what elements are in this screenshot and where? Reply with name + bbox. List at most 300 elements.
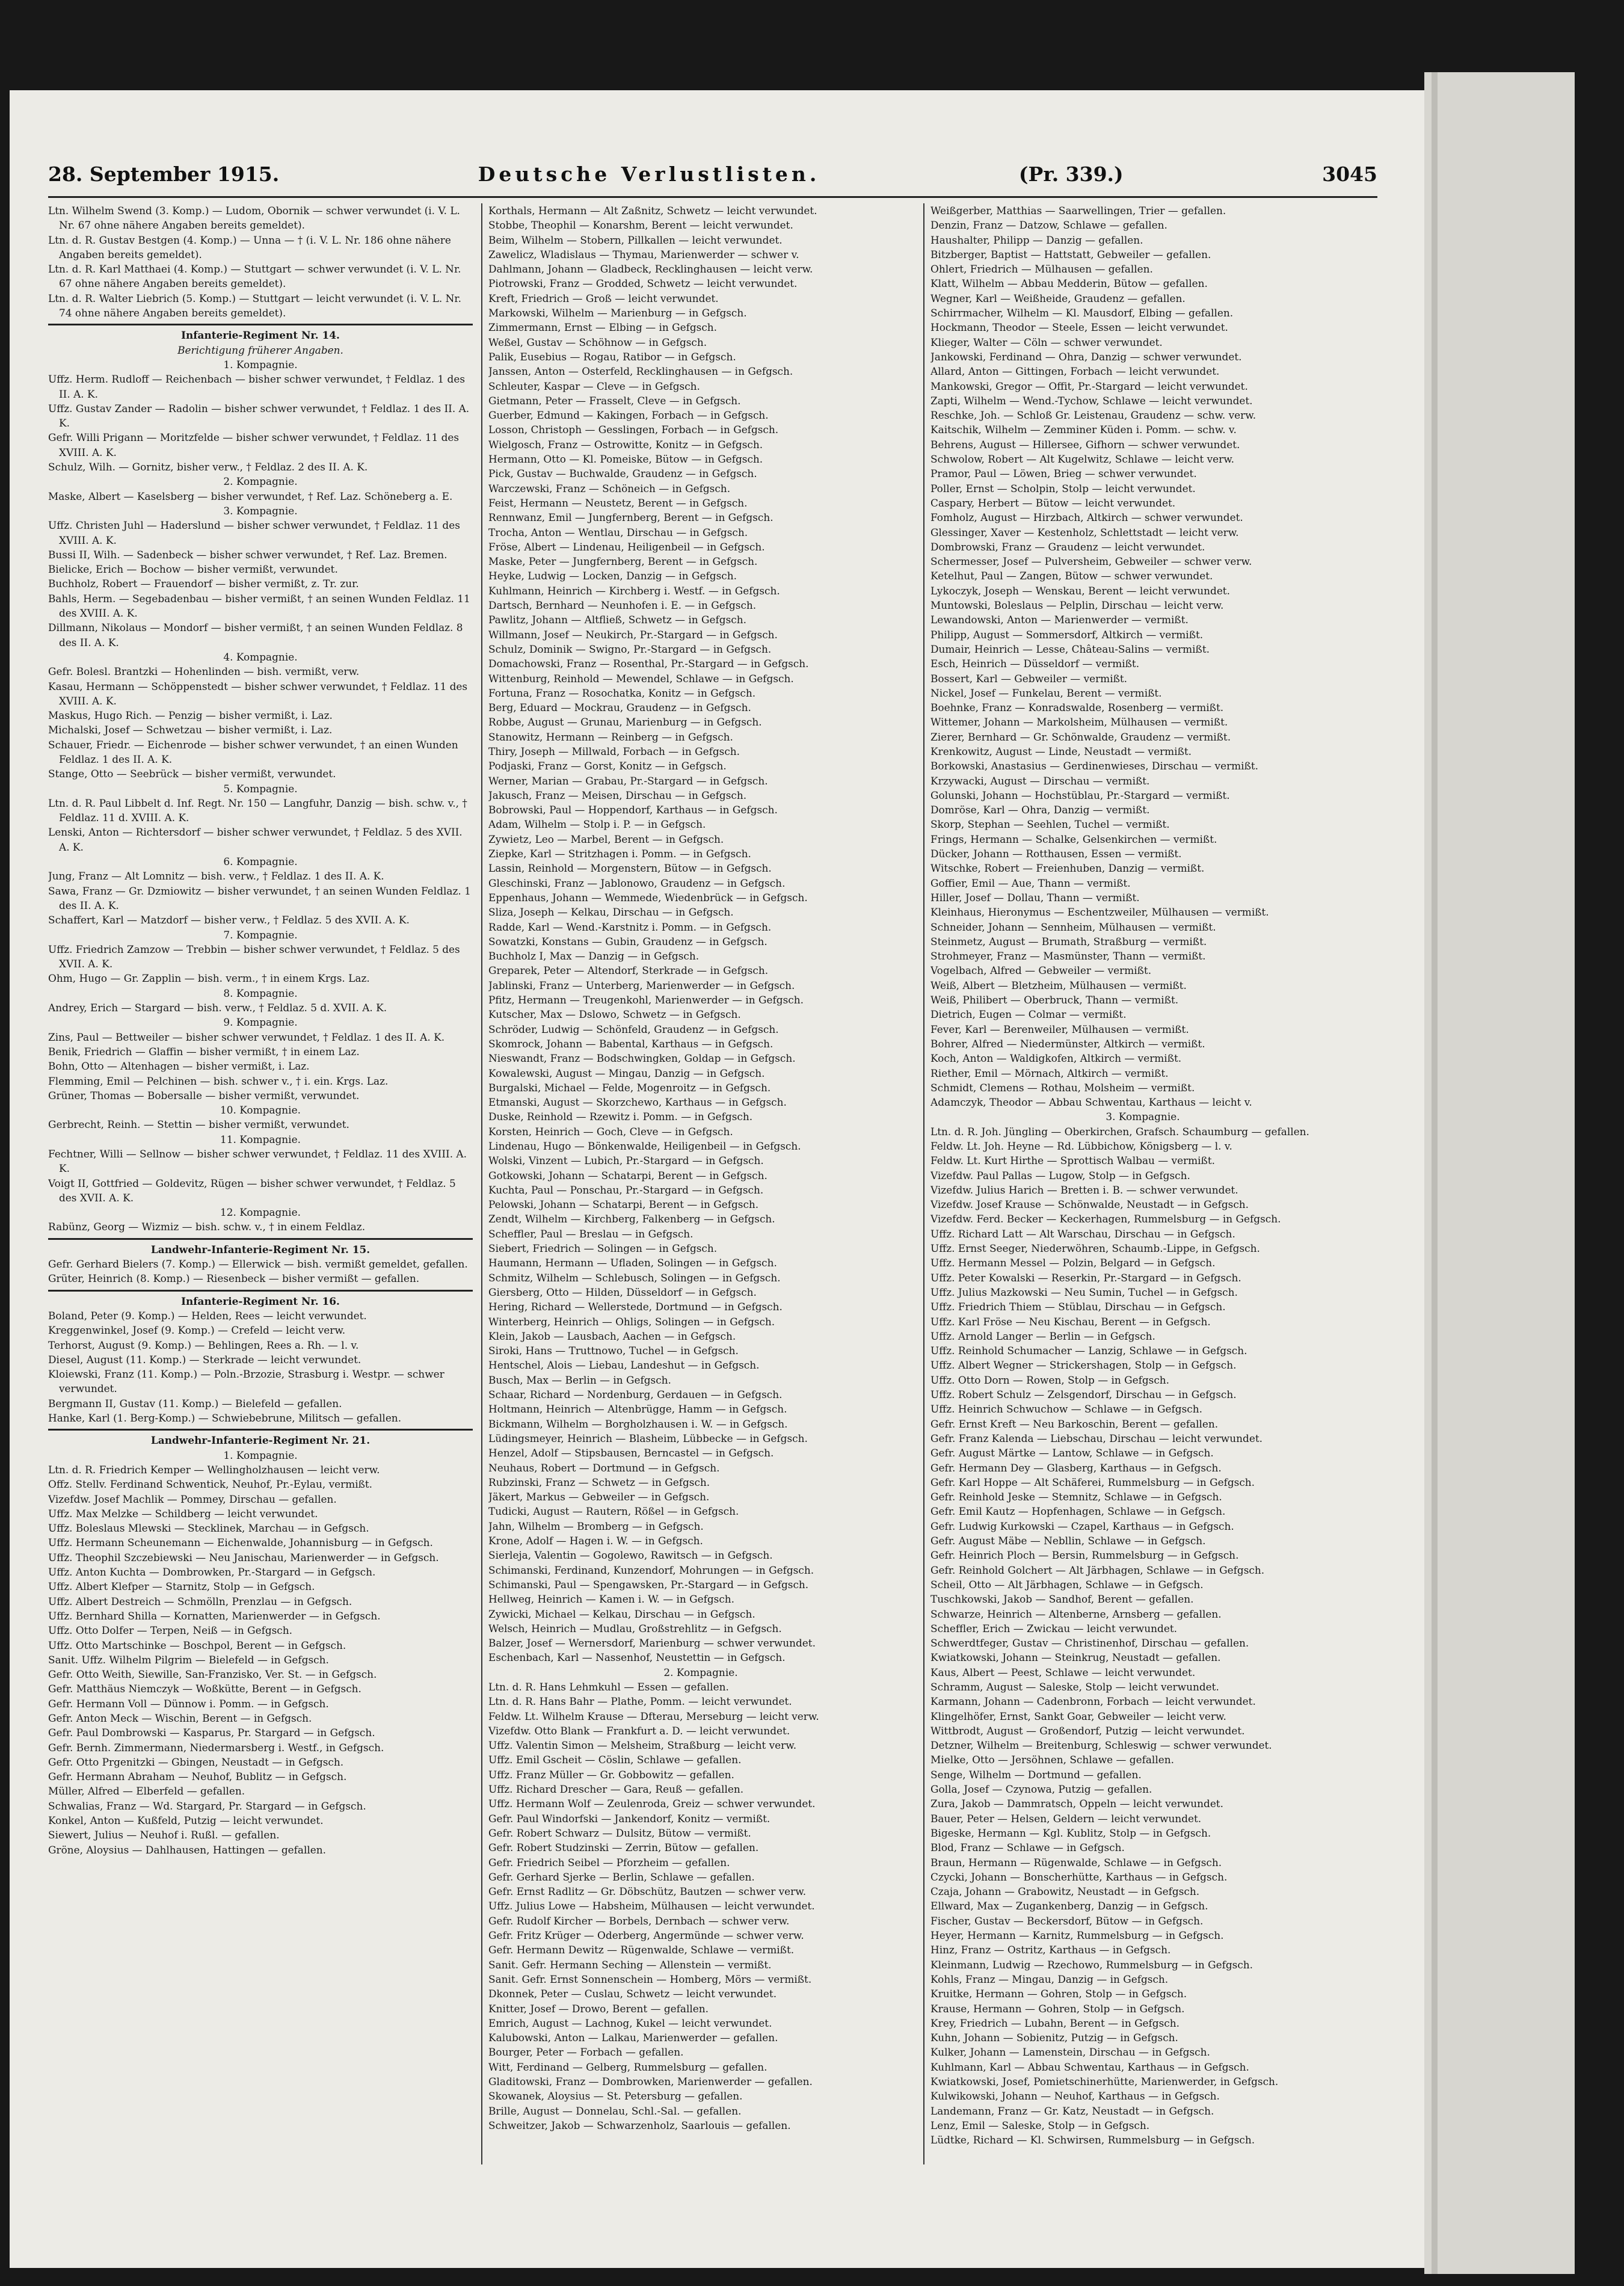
casualty-entry: Vizefdw. Julius Harich — Bretten i. B. — schwer verwundet. [930, 1183, 1238, 1196]
casualty-entry: Fröse, Albert — Lindenau, Heiligenbeil — in Gefgsch. [488, 540, 765, 553]
casualty-entry: Uffz. Robert Schulz — Zelsgendorf, Dirschau — in Gefgsch. [930, 1388, 1237, 1401]
casualty-entry: Golunski, Johann — Hochstüblau, Pr.-Stargard — vermißt. [930, 789, 1230, 801]
company-heading: 12. Kompagnie. [220, 1206, 301, 1219]
casualty-entry: Gerbrecht, Reinh. — Stettin — bisher vermißt, verwundet. [48, 1118, 349, 1131]
casualty-entry: Schulz, Wilh. — Gornitz, bisher verw., † Feldlaz. 2 des II. A. K. [48, 461, 368, 473]
casualty-entry: Gefr. Friedrich Seibel — Pforzheim — gefallen. [488, 1856, 730, 1869]
casualty-entry: Lewandowski, Anton — Marienwerder — vermißt. [930, 614, 1189, 626]
casualty-entry: Uffz. Friedrich Zamzow — Trebbin — bisher schwer verwundet, † Feldlaz. 5 des XVII. A. K. [48, 943, 460, 970]
casualty-entry: Ltn. d. R. Joh. Jüngling — Oberkirchen, Grafsch. Schaumburg — gefallen. [930, 1125, 1309, 1138]
casualty-entry: Schmitz, Wilhelm — Schlebusch, Solingen — in Gefgsch. [488, 1271, 781, 1284]
casualty-entry: Zimmermann, Ernst — Elbing — in Gefgsch. [488, 321, 718, 334]
casualty-entry: Denzin, Franz — Datzow, Schlawe — gefallen. [930, 219, 1167, 232]
casualty-entry: Dietrich, Eugen — Colmar — vermißt. [930, 1008, 1127, 1021]
casualty-entry: Schwerdtfeger, Gustav — Christinenhof, Dirschau — gefallen. [930, 1637, 1249, 1650]
casualty-entry: Feldw. Lt. Joh. Heyne — Rd. Lübbichow, Königsberg — l. v. [930, 1140, 1232, 1152]
casualty-entry: Feist, Hermann — Neustetz, Berent — in Gefgsch. [488, 496, 748, 509]
regiment-heading: Landwehr-Infanterie-Regiment Nr. 15. [48, 1238, 473, 1257]
casualty-entry: Kloiewski, Franz (11. Komp.) — Poln.-Brzozie, Strasburg i. Westpr. — schwer verwundet. [48, 1368, 444, 1395]
casualty-entry: Grüter, Heinrich (8. Komp.) — Riesenbeck — bisher vermißt — gefallen. [48, 1272, 420, 1285]
header-date: 28. September 1915. [48, 162, 280, 186]
casualty-entry: Pfitz, Hermann — Treugenkohl, Marienwerder — in Gefgsch. [488, 994, 804, 1006]
casualty-entry: Maske, Albert — Kaselsberg — bisher verwundet, † Ref. Laz. Schöneberg a. E. [48, 490, 453, 502]
casualty-entry: Dartsch, Bernhard — Neunhofen i. E. — in Gefgsch. [488, 599, 757, 612]
casualty-entry: Gefr. Matthäus Niemczyk — Woßkütte, Berent — in Gefgsch. [48, 1683, 361, 1695]
casualty-entry: Fever, Karl — Berenweiler, Mülhausen — vermißt. [930, 1023, 1189, 1035]
casualty-entry: Schwalias, Franz — Wd. Stargard, Pr. Stargard — in Gefgsch. [48, 1799, 366, 1812]
casualty-entry: Michalski, Josef — Schwetzau — bisher vermißt, i. Laz. [48, 724, 333, 736]
casualty-entry: Guerber, Edmund — Kakingen, Forbach — in Gefgsch. [488, 409, 769, 422]
casualty-entry: Wittemer, Johann — Markolsheim, Mülhausen — vermißt. [930, 716, 1228, 729]
casualty-entry: Balzer, Josef — Wernersdorf, Marienburg — schwer verwundet. [488, 1637, 816, 1650]
casualty-entry: Bickmann, Wilhelm — Borgholzhausen i. W. — in Gefgsch. [488, 1417, 788, 1430]
casualty-entry: Voigt II, Gottfried — Goldevitz, Rügen — bisher schwer verwundet, † Feldlaz. 5 des XVII. A. K. [48, 1177, 456, 1204]
casualty-entry: Schirrmacher, Wilhelm — Kl. Mausdorf, Elbing — gefallen. [930, 307, 1234, 319]
casualty-entry: Hermann, Otto — Kl. Pomeiske, Bütow — in Gefgsch. [488, 453, 763, 466]
casualty-entry: Burgalski, Michael — Felde, Mogenroitz — in Gefgsch. [488, 1081, 771, 1094]
casualty-entry: Adamczyk, Theodor — Abbau Schwentau, Karthaus — leicht v. [930, 1096, 1252, 1109]
casualty-entry: Bussi II, Wilh. — Sadenbeck — bisher schwer verwundet, † Ref. Laz. Bremen. [48, 548, 448, 561]
company-heading: 8. Kompagnie. [223, 987, 298, 999]
casualty-entry: Esch, Heinrich — Düsseldorf — vermißt. [930, 658, 1140, 670]
casualty-entry: Bahls, Herm. — Segebadenbau — bisher vermißt, † an seinen Wunden Feldlaz. 11 des XVIII. A. K. [48, 592, 470, 620]
casualty-entry: Uffz. Friedrich Thiem — Stüblau, Dirschau — in Gefgsch. [930, 1301, 1226, 1313]
casualty-entry: Konkel, Anton — Kußfeld, Putzig — leicht verwundet. [48, 1814, 324, 1827]
casualty-entry: Piotrowski, Franz — Grodded, Schwetz — leicht verwundet. [488, 277, 798, 290]
casualty-entry: Klatt, Wilhelm — Abbau Medderin, Bütow — gefallen. [930, 277, 1208, 290]
casualty-entry: Allard, Anton — Gittingen, Forbach — leicht verwundet. [930, 365, 1220, 378]
regiment-heading: Infanterie-Regiment Nr. 16. [48, 1290, 473, 1308]
column-3 [930, 203, 1355, 2170]
casualty-entry: Weiß, Philibert — Oberbruck, Thann — vermißt. [930, 994, 1179, 1006]
casualty-entry: Siroki, Hans — Truttnowo, Tuchel — in Gefgsch. [488, 1345, 739, 1357]
casualty-entry: Dillmann, Nikolaus — Mondorf — bisher vermißt, † an seinen Wunden Feldlaz. 8 des II. A. K. [48, 621, 463, 649]
casualty-entry: Skomrock, Johann — Babental, Karthaus — in Gefgsch. [488, 1037, 774, 1050]
casualty-entry: Korthals, Hermann — Alt Zaßnitz, Schwetz — leicht verwundet. [488, 205, 817, 217]
casualty-entry: Lenz, Emil — Saleske, Stolp — in Gefgsch. [930, 2119, 1150, 2131]
casualty-entry: Kalubowski, Anton — Lalkau, Marienwerder — gefallen. [488, 2032, 778, 2044]
casualty-entry: Bohrer, Alfred — Niedermünster, Altkirch — vermißt. [930, 1037, 1205, 1050]
casualty-entry: Gefr. Ludwig Kurkowski — Czapel, Karthaus — in Gefgsch. [930, 1520, 1234, 1532]
casualty-entry: Beim, Wilhelm — Stobern, Pillkallen — leicht verwundet. [488, 233, 783, 246]
casualty-entry: Behrens, August — Hillersee, Gifhorn — schwer verwundet. [930, 438, 1240, 451]
casualty-entry: Skorp, Stephan — Seehlen, Tuchel — vermißt. [930, 818, 1170, 831]
casualty-entry: Gefr. Fritz Krüger — Oderberg, Angermünde — schwer verw. [488, 1929, 804, 1942]
casualty-entry: Senge, Wilhelm — Dortmund — gefallen. [930, 1768, 1142, 1781]
casualty-entry: Detzner, Wilhelm — Breitenburg, Schleswig — schwer verwundet. [930, 1739, 1272, 1752]
casualty-entry: Duske, Reinhold — Rzewitz i. Pomm. — in Gefgsch. [488, 1111, 753, 1123]
company-heading: 1. Kompagnie. [223, 1449, 298, 1461]
column-1 [48, 203, 473, 2170]
casualty-entry: Ohm, Hugo — Gr. Zapplin — bish. verm., † in einem Krgs. Laz. [48, 972, 370, 985]
casualty-entry: Uffz. Otto Dorn — Rowen, Stolp — in Gefgsch. [930, 1373, 1170, 1386]
casualty-entry: Vizefdw. Josef Machlik — Pommey, Dirschau — gefallen. [48, 1493, 337, 1505]
casualty-entry: Uffz. Albert Wegner — Strickershagen, Stolp — in Gefgsch. [930, 1359, 1237, 1372]
casualty-entry: Ltn. d. R. Karl Matthaei (4. Komp.) — Stuttgart — schwer verwundet (i. V. L. Nr. 67 ohne nähere Angaben bereits gemeldet). [48, 263, 461, 290]
page-edge-shadow [1432, 72, 1438, 2274]
casualty-entry: Hanke, Karl (1. Berg-Komp.) — Schwiebebrune, Militsch — gefallen. [48, 1412, 402, 1425]
header-title: Deutsche Verlustlisten. [478, 162, 820, 186]
casualty-entry: Uffz. Valentin Simon — Melsheim, Straßburg — leicht verw. [488, 1739, 797, 1752]
casualty-entry: Klingelhöfer, Ernst, Sankt Goar, Gebweiler — leicht verw. [930, 1710, 1226, 1722]
casualty-entry: Ltn. d. R. Hans Bahr — Plathe, Pomm. — leicht verwundet. [488, 1695, 792, 1708]
casualty-entry: Markowski, Wilhelm — Marienburg — in Gefgsch. [488, 307, 747, 319]
casualty-entry: Schaar, Richard — Nordenburg, Gerdauen — in Gefgsch. [488, 1388, 783, 1401]
casualty-entry: Pramor, Paul — Löwen, Brieg — schwer verwundet. [930, 467, 1197, 480]
casualty-entry: Schimanski, Ferdinand, Kunzendorf, Mohrungen — in Gefgsch. [488, 1564, 814, 1576]
casualty-entry: Andrey, Erich — Stargard — bish. verw., † Feldlaz. 5 d. XVII. A. K. [48, 1002, 387, 1014]
casualty-entry: Klein, Jakob — Lausbach, Aachen — in Gefgsch. [488, 1329, 736, 1342]
casualty-entry: Kaitschik, Wilhelm — Zemminer Küden i. Pomm. — schw. v. [930, 424, 1237, 436]
column-divider-1 [481, 203, 482, 2164]
casualty-entry: Zywicki, Michael — Kelkau, Dirschau — in Gefgsch. [488, 1607, 755, 1620]
casualty-entry: Bourger, Peter — Forbach — gefallen. [488, 2046, 684, 2059]
casualty-entry: Hiller, Josef — Dollau, Thann — vermißt. [930, 891, 1140, 904]
casualty-entry: Uffz. Karl Fröse — Neu Kischau, Berent — in Gefgsch. [930, 1315, 1211, 1328]
casualty-entry: Boland, Peter (9. Komp.) — Helden, Rees — leicht verwundet. [48, 1309, 367, 1322]
casualty-entry: Sanit. Gefr. Ernst Sonnenschein — Homberg, Mörs — vermißt. [488, 1973, 812, 1985]
casualty-entry: Lüdtke, Richard — Kl. Schwirsen, Rummelsburg — in Gefgsch. [930, 2134, 1255, 2146]
casualty-entry: Czaja, Johann — Grabowitz, Neustadt — in Gefgsch. [930, 1885, 1200, 1898]
casualty-entry: Uffz. Richard Latt — Alt Warschau, Dirschau — in Gefgsch. [930, 1227, 1235, 1240]
casualty-entry: Mielke, Otto — Jersöhnen, Schlawe — gefallen. [930, 1754, 1174, 1766]
casualty-entry: Boehnke, Franz — Konradswalde, Rosenberg — vermißt. [930, 701, 1224, 714]
casualty-entry: Dkonnek, Peter — Cuslau, Schwetz — leicht verwundet. [488, 1988, 777, 2000]
casualty-entry: Gefr. Hermann Abraham — Neuhof, Bublitz — in Gefgsch. [48, 1770, 347, 1783]
casualty-entry: Maske, Peter — Jungfernberg, Berent — in Gefgsch. [488, 555, 758, 568]
casualty-entry: Blod, Franz — Schlawe — in Gefgsch. [930, 1841, 1125, 1854]
casualty-entry: Schulz, Dominik — Swigno, Pr.-Stargard — in Gefgsch. [488, 642, 772, 655]
casualty-entry: Uffz. Otto Dolfer — Terpen, Neiß — in Gefgsch. [48, 1624, 293, 1637]
casualty-entry: Lassin, Reinhold — Morgenstern, Bütow — in Gefgsch. [488, 862, 772, 875]
casualty-entry: Wielgosch, Franz — Ostrowitte, Konitz — in Gefgsch. [488, 438, 763, 451]
casualty-entry: Mankowski, Gregor — Offit, Pr.-Stargard — leicht verwundet. [930, 380, 1248, 392]
casualty-entry: Schwarze, Heinrich — Altenberne, Arnsberg — gefallen. [930, 1607, 1222, 1620]
casualty-entry: Heyke, Ludwig — Locken, Danzig — in Gefgsch. [488, 570, 737, 582]
casualty-entry: Tuschkowski, Jakob — Sandhof, Berent — gefallen. [930, 1593, 1194, 1606]
casualty-entry: Gefr. Paul Dombrowski — Kasparus, Pr. Stargard — in Gefgsch. [48, 1727, 375, 1739]
casualty-entry: Schmidt, Clemens — Rothau, Molsheim — vermißt. [930, 1081, 1195, 1094]
casualty-entry: Witt, Ferdinand — Gelberg, Rummelsburg — gefallen. [488, 2060, 767, 2073]
casualty-entry: Gefr. Hermann Voll — Dünnow i. Pomm. — in Gefgsch. [48, 1697, 329, 1710]
casualty-entry: Sanit. Gefr. Hermann Seching — Allenstein — vermißt. [488, 1958, 772, 1971]
casualty-entry: Ltn. d. R. Gustav Bestgen (4. Komp.) — Unna — † (i. V. L. Nr. 186 ohne nähere Angaben bereits gemeldet). [48, 233, 451, 260]
casualty-entry: Warczewski, Franz — Schöneich — in Gefgsch. [488, 482, 731, 494]
casualty-entry: Kuhlmann, Karl — Abbau Schwentau, Karthaus — in Gefgsch. [930, 2060, 1249, 2073]
casualty-entry: Pelowski, Johann — Schatarpi, Berent — in Gefgsch. [488, 1198, 759, 1211]
casualty-entry: Ohlert, Friedrich — Mülhausen — gefallen. [930, 263, 1153, 276]
casualty-entry: Domröse, Karl — Ohra, Danzig — vermißt. [930, 804, 1150, 816]
casualty-entry: Gefr. Gerhard Bielers (7. Komp.) — Ellerwick — bish. vermißt gemeldet, gefallen. [48, 1258, 468, 1271]
casualty-entry: Kwiatkowski, Johann — Steinkrug, Neustadt — gefallen. [930, 1651, 1221, 1664]
casualty-entry: Uffz. Anton Kuchta — Dombrowken, Pr.-Stargard — in Gefgsch. [48, 1566, 376, 1579]
casualty-entry: Schermesser, Josef — Pulversheim, Gebweiler — schwer verw. [930, 555, 1252, 568]
casualty-entry: Klieger, Walter — Cöln — schwer verwundet. [930, 336, 1163, 348]
casualty-entry: Kruitke, Hermann — Gohren, Stolp — in Gefgsch. [930, 1988, 1187, 2000]
casualty-entry: Uffz. Otto Martschinke — Boschpol, Berent — in Gefgsch. [48, 1639, 346, 1651]
casualty-entry: Gleschinski, Franz — Jablonowo, Graudenz — in Gefgsch. [488, 877, 786, 889]
casualty-entry: Schimanski, Paul — Spengawsken, Pr.-Stargard — in Gefgsch. [488, 1578, 809, 1591]
casualty-entry: Gefr. Otto Weith, Siewille, San-Franzisko, Ver. St. — in Gefgsch. [48, 1668, 377, 1681]
casualty-entry: Schweitzer, Jakob — Schwarzenholz, Saarlouis — gefallen. [488, 2119, 791, 2131]
casualty-entry: Uffz. Julius Lowe — Habsheim, Mülhausen — leicht verwundet. [488, 1900, 815, 1912]
casualty-entry: Jablinski, Franz — Unterberg, Marienwerder — in Gefgsch. [488, 979, 795, 991]
casualty-entry: Fischer, Gustav — Beckersdorf, Bütow — in Gefgsch. [930, 1914, 1204, 1927]
casualty-entry: Gefr. Paul Windorfski — Jankendorf, Konitz — vermißt. [488, 1812, 770, 1825]
casualty-entry: Kreggenwinkel, Josef (9. Komp.) — Crefeld — leicht verw. [48, 1324, 346, 1337]
casualty-entry: Sliza, Joseph — Kelkau, Dirschau — in Gefgsch. [488, 906, 734, 919]
regiment-heading: Infanterie-Regiment Nr. 14. [48, 324, 473, 342]
casualty-entry: Lüdingsmeyer, Heinrich — Blasheim, Lübbecke — in Gefgsch. [488, 1432, 808, 1444]
company-heading: 6. Kompagnie. [223, 855, 298, 868]
subheading: Berichtigung früherer Angaben. [177, 344, 343, 356]
casualty-entry: Etmanski, August — Skorzchewo, Karthaus — in Gefgsch. [488, 1096, 787, 1109]
casualty-entry: Czycki, Johann — Bonscherhütte, Karthaus — in Gefgsch. [930, 1870, 1228, 1883]
casualty-entry: Goffier, Emil — Aue, Thann — vermißt. [930, 877, 1131, 889]
casualty-entry: Uffz. Ernst Seeger, Niederwöhren, Schaumb.-Lippe, in Gefgsch. [930, 1242, 1260, 1255]
casualty-entry: Feldw. Lt. Kurt Hirthe — Sprottisch Walbau — vermißt. [930, 1154, 1215, 1167]
casualty-entry: Haushalter, Philipp — Danzig — gefallen. [930, 233, 1143, 246]
casualty-entry: Kohls, Franz — Mingau, Danzig — in Gefgsch. [930, 1973, 1169, 1985]
casualty-entry: Braun, Hermann — Rügenwalde, Schlawe — in Gefgsch. [930, 1856, 1222, 1869]
casualty-entry: Palik, Eusebius — Rogau, Ratibor — in Gefgsch. [488, 350, 736, 363]
casualty-entry: Bobrowski, Paul — Hoppendorf, Karthaus — in Gefgsch. [488, 804, 778, 816]
casualty-entry: Pick, Gustav — Buchwalde, Graudenz — in Gefgsch. [488, 467, 757, 480]
company-heading: 5. Kompagnie. [223, 782, 298, 795]
casualty-entry: Trocha, Anton — Wentlau, Dirschau — in Gefgsch. [488, 526, 748, 538]
casualty-entry: Thiry, Joseph — Millwald, Forbach — in Gefgsch. [488, 745, 740, 757]
casualty-entry: Uffz. Heinrich Schwuchow — Schlawe — in Gefgsch. [930, 1403, 1202, 1416]
casualty-entry: Haumann, Hermann — Ufladen, Solingen — in Gefgsch. [488, 1257, 777, 1269]
casualty-entry: Gefr. Ernst Kreft — Neu Barkoschin, Berent — gefallen. [930, 1417, 1219, 1430]
company-heading: 2. Kompagnie. [663, 1666, 738, 1678]
casualty-entry: Jahn, Wilhelm — Bromberg — in Gefgsch. [488, 1520, 704, 1532]
casualty-entry: Vizefdw. Ferd. Becker — Keckerhagen, Rummelsburg — in Gefgsch. [930, 1213, 1281, 1225]
casualty-entry: Siewert, Julius — Neuhof i. Rußl. — gefallen. [48, 1829, 280, 1841]
casualty-entry: Lykoczyk, Joseph — Wenskau, Berent — leicht verwundet. [930, 584, 1230, 597]
casualty-entry: Feldw. Lt. Wilhelm Krause — Dfterau, Merseburg — leicht verw. [488, 1710, 819, 1722]
casualty-entry: Henzel, Adolf — Stipsbausen, Berncastel — in Gefgsch. [488, 1447, 774, 1459]
casualty-entry: Holtmann, Heinrich — Altenbrügge, Hamm — in Gefgsch. [488, 1403, 787, 1416]
casualty-entry: Nickel, Josef — Funkelau, Berent — vermißt. [930, 686, 1162, 699]
casualty-entry: Gefr. Reinhold Jeske — Stemnitz, Schlawe — in Gefgsch. [930, 1491, 1222, 1503]
casualty-entry: Schaffert, Karl — Matzdorf — bisher verw., † Feldlaz. 5 des XVII. A. K. [48, 914, 410, 926]
casualty-entry: Fechtner, Willi — Sellnow — bisher schwer verwundet, † Feldlaz. 11 des XVIII. A. K. [48, 1148, 467, 1175]
casualty-entry: Vizefdw. Otto Blank — Frankfurt a. D. — leicht verwundet. [488, 1724, 790, 1737]
casualty-entry: Gefr. Heinrich Ploch — Bersin, Rummelsburg — in Gefgsch. [930, 1549, 1239, 1562]
casualty-entry: Ziepke, Karl — Stritzhagen i. Pomm. — in Gefgsch. [488, 848, 751, 860]
casualty-entry: Dücker, Johann — Rotthausen, Essen — vermißt. [930, 848, 1182, 860]
casualty-entry: Gefr. Robert Studzinski — Zerrin, Bütow — gefallen. [488, 1841, 759, 1854]
casualty-entry: Neuhaus, Robert — Dortmund — in Gefgsch. [488, 1461, 720, 1474]
casualty-entry: Krey, Friedrich — Lubahn, Berent — in Gefgsch. [930, 2016, 1180, 2029]
casualty-entry: Hering, Richard — Wellerstede, Dortmund — in Gefgsch. [488, 1301, 783, 1313]
casualty-entry: Giersberg, Otto — Hilden, Düsseldorf — in Gefgsch. [488, 1286, 757, 1298]
casualty-entry: Müller, Alfred — Elberfeld — gefallen. [48, 1785, 245, 1798]
casualty-entry: Uffz. Boleslaus Mlewski — Stecklinek, Marchau — in Gefgsch. [48, 1522, 369, 1535]
company-heading: 4. Kompagnie. [223, 650, 298, 663]
casualty-entry: Heyer, Hermann — Karnitz, Rummelsburg — in Gefgsch. [930, 1929, 1224, 1942]
casualty-entry: Domachowski, Franz — Rosenthal, Pr.-Stargard — in Gefgsch. [488, 658, 809, 670]
casualty-entry: Gefr. August Mäbe — Nebllin, Schlawe — in Gefgsch. [930, 1535, 1206, 1547]
casualty-entry: Korsten, Heinrich — Goch, Cleve — in Gefgsch. [488, 1125, 733, 1138]
casualty-entry: Zapti, Wilhelm — Wend.-Tychow, Schlawe — leicht verwundet. [930, 394, 1253, 407]
casualty-entry: Uffz. Theophil Szczebiewski — Neu Janischau, Marienwerder — in Gefgsch. [48, 1551, 439, 1564]
casualty-entry: Grüner, Thomas — Bobersalle — bisher vermißt, verwundet. [48, 1089, 360, 1101]
casualty-entry: Ltn. d. R. Friedrich Kemper — Wellingholzhausen — leicht verw. [48, 1463, 380, 1476]
casualty-entry: Flemming, Emil — Pelchinen — bish. schwer v., † i. ein. Krgs. Laz. [48, 1074, 389, 1087]
casualty-entry: Krause, Hermann — Gohren, Stolp — in Gefgsch. [930, 2002, 1185, 2015]
casualty-entry: Buchholz I, Max — Danzig — in Gefgsch. [488, 950, 700, 963]
casualty-entry: Bielicke, Erich — Bochow — bisher vermißt, verwundet. [48, 563, 338, 576]
casualty-entry: Gefr. Gerhard Sjerke — Berlin, Schlawe — gefallen. [488, 1870, 755, 1883]
casualty-entry: Poller, Ernst — Scholpin, Stolp — leicht verwundet. [930, 482, 1196, 494]
casualty-entry: Gladitowski, Franz — Dombrowken, Marienwerder — gefallen. [488, 2075, 813, 2087]
casualty-entry: Jäkert, Markus — Gebweiler — in Gefgsch. [488, 1491, 710, 1503]
casualty-entry: Bigeske, Hermann — Kgl. Kublitz, Stolp — in Gefgsch. [930, 1826, 1211, 1839]
casualty-entry: Ltn. d. R. Paul Libbelt d. Inf. Regt. Nr. 150 — Langfuhr, Danzig — bish. schw. v., † Feldlaz. 11 d. XVIII. A. K. [48, 796, 467, 824]
page-edge-margin [1424, 72, 1575, 2274]
casualty-entry: Tudicki, August — Rautern, Rößel — in Gefgsch. [488, 1505, 739, 1518]
casualty-entry: Vizefdw. Josef Krause — Schönwalde, Neustadt — in Gefgsch. [930, 1198, 1249, 1211]
casualty-entry: Landemann, Franz — Gr. Katz, Neustadt — in Gefgsch. [930, 2104, 1214, 2117]
casualty-entry: Scheil, Otto — Alt Järbhagen, Schlawe — in Gefgsch. [930, 1578, 1204, 1591]
casualty-entry: Kreft, Friedrich — Groß — leicht verwundet. [488, 292, 719, 304]
casualty-entry: Stange, Otto — Seebrück — bisher vermißt, verwundet. [48, 768, 336, 780]
casualty-entry: Terhorst, August (9. Komp.) — Behlingen, Rees a. Rh. — l. v. [48, 1339, 359, 1351]
casualty-entry: Knitter, Josef — Drowo, Berent — gefallen. [488, 2002, 709, 2015]
casualty-entry: Philipp, August — Sommersdorf, Altkirch — vermißt. [930, 628, 1204, 641]
casualty-entry: Gefr. Robert Schwarz — Dulsitz, Bütow — vermißt. [488, 1826, 751, 1839]
casualty-entry: Reschke, Joh. — Schloß Gr. Leistenau, Graudenz — schw. verw. [930, 409, 1256, 422]
casualty-entry: Schwolow, Robert — Alt Kugelwitz, Schlawe — leicht verw. [930, 453, 1235, 466]
company-heading: 7. Kompagnie. [223, 928, 298, 941]
casualty-entry: Uffz. Albert Klefper — Starnitz, Stolp — in Gefgsch. [48, 1580, 315, 1593]
casualty-entry: Frings, Hermann — Schalke, Gelsenkirchen — vermißt. [930, 833, 1217, 845]
casualty-entry: Bauer, Peter — Helsen, Geldern — leicht verwundet. [930, 1812, 1202, 1825]
casualty-entry: Vizefdw. Paul Pallas — Lugow, Stolp — in Gefgsch. [930, 1169, 1190, 1182]
casualty-entry: Werner, Marian — Grabau, Pr.-Stargard — in Gefgsch. [488, 774, 768, 787]
casualty-entry: Sowatzki, Konstans — Gubin, Graudenz — in Gefgsch. [488, 935, 767, 947]
casualty-entry: Benik, Friedrich — Glaffin — bisher vermißt, † in einem Laz. [48, 1045, 360, 1058]
casualty-entry: Willmann, Josef — Neukirch, Pr.-Stargard — in Gefgsch. [488, 628, 778, 641]
casualty-entry: Uffz. Arnold Langer — Berlin — in Gefgsch. [930, 1329, 1155, 1342]
casualty-entry: Ltn. Wilhelm Swend (3. Komp.) — Ludom, Obornik — schwer verwundet (i. V. L. Nr. 67 ohne nähere Angaben bereits gemeldet). [48, 205, 460, 232]
casualty-entry: Schramm, August — Saleske, Stolp — leicht verwundet. [930, 1680, 1219, 1693]
casualty-entry: Gefr. Bernh. Zimmermann, Niedermarsberg i. Westf., in Gefgsch. [48, 1741, 384, 1754]
casualty-entry: Gefr. Bolesl. Brantzki — Hohenlinden — bish. vermißt, verw. [48, 665, 360, 678]
casualty-entry: Offz. Stellv. Ferdinand Schwentick, Neuhof, Pr.-Eylau, vermißt. [48, 1478, 373, 1491]
casualty-entry: Rubzinski, Franz — Schwetz — in Gefgsch. [488, 1476, 710, 1488]
company-heading: 10. Kompagnie. [220, 1104, 301, 1117]
casualty-entry: Maskus, Hugo Rich. — Penzig — bisher vermißt, i. Laz. [48, 709, 333, 722]
casualty-entry: Dahlmann, Johann — Gladbeck, Recklinghausen — leicht verw. [488, 263, 813, 276]
casualty-entry: Uffz. Emil Gscheit — Cöslin, Schlawe — gefallen. [488, 1754, 742, 1766]
casualty-entry: Gefr. Hermann Dewitz — Rügenwalde, Schlawe — vermißt. [488, 1944, 795, 1956]
casualty-entry: Stanowitz, Hermann — Reinberg — in Gefgsch. [488, 730, 733, 743]
column-2 [488, 203, 913, 2170]
casualty-entry: Ellward, Max — Zugankenberg, Danzig — in Gefgsch. [930, 1900, 1208, 1912]
casualty-entry: Gefr. Willi Prigann — Moritzfelde — bisher schwer verwundet, † Feldlaz. 11 des XVIII. A. K. [48, 431, 460, 458]
casualty-entry: Hellweg, Heinrich — Kamen i. W. — in Gefgsch. [488, 1593, 735, 1606]
casualty-entry: Strohmeyer, Franz — Masmünster, Thann — vermißt. [930, 950, 1206, 963]
casualty-entry: Gefr. Karl Hoppe — Alt Schäferei, Rummelsburg — in Gefgsch. [930, 1476, 1255, 1488]
casualty-entry: Ketelhut, Paul — Zangen, Bütow — schwer verwundet. [930, 570, 1213, 582]
casualty-entry: Scheffler, Erich — Zwickau — leicht verwundet. [930, 1622, 1177, 1634]
casualty-entry: Gefr. Hermann Dey — Glasberg, Karthaus — in Gefgsch. [930, 1461, 1222, 1474]
casualty-entry: Zendt, Wilhelm — Kirchberg, Falkenberg — in Gefgsch. [488, 1213, 775, 1225]
regiment-heading: Landwehr-Infanterie-Regiment Nr. 21. [48, 1429, 473, 1447]
company-heading: 3. Kompagnie. [1106, 1111, 1180, 1123]
casualty-entry: Gefr. Emil Kautz — Hopfenhagen, Schlawe — in Gefgsch. [930, 1505, 1226, 1518]
casualty-entry: Lindenau, Hugo — Bönkenwalde, Heiligenbeil — in Gefgsch. [488, 1140, 801, 1152]
casualty-entry: Kuhn, Johann — Sobienitz, Putzig — in Gefgsch. [930, 2032, 1178, 2044]
casualty-entry: Wittenburg, Reinhold — Mewendel, Schlawe — in Gefgsch. [488, 672, 794, 685]
casualty-entry: Uffz. Albert Destreich — Schmölln, Prenzlau — in Gefgsch. [48, 1595, 352, 1607]
casualty-entry: Stobbe, Theophil — Konarshm, Berent — leicht verwundet. [488, 219, 793, 232]
casualty-entry: Uffz. Reinhold Schumacher — Lanzig, Schlawe — in Gefgsch. [930, 1345, 1247, 1357]
casualty-entry: Nieswandt, Franz — Bodschwingken, Goldap — in Gefgsch. [488, 1052, 796, 1065]
casualty-entry: Buchholz, Robert — Frauendorf — bisher vermißt, z. Tr. zur. [48, 578, 359, 590]
casualty-entry: Gietmann, Peter — Frasselt, Cleve — in Gefgsch. [488, 394, 741, 407]
casualty-entry: Uffz. Christen Juhl — Haderslund — bisher schwer verwundet, † Feldlaz. 11 des XVIII. A. K. [48, 519, 460, 546]
casualty-entry: Janssen, Anton — Osterfeld, Recklinghausen — in Gefgsch. [488, 365, 793, 378]
casualty-entry: Uffz. Franz Müller — Gr. Gobbowitz — gefallen. [488, 1768, 734, 1781]
casualty-entry: Weiß, Albert — Bletzheim, Mülhausen — vermißt. [930, 979, 1187, 991]
casualty-entry: Gefr. Rudolf Kircher — Borbels, Dernbach — schwer verw. [488, 1914, 790, 1927]
casualty-entry: Ltn. d. R. Walter Liebrich (5. Komp.) — Stuttgart — leicht verwundet (i. V. L. Nr. 74 ohne nähere Angaben bereits gemeldet). [48, 292, 461, 319]
casualty-entry: Zura, Jakob — Dammratsch, Oppeln — leicht verwundet. [930, 1798, 1223, 1810]
company-heading: 2. Kompagnie. [223, 475, 298, 488]
casualty-entry: Wegner, Karl — Weißheide, Graudenz — gefallen. [930, 292, 1186, 304]
casualty-entry: Diesel, August (11. Komp.) — Sterkrade — leicht verwundet. [48, 1353, 361, 1366]
header-page-number: 3045 [1322, 162, 1377, 186]
casualty-entry: Zywietz, Leo — Marbel, Berent — in Gefgsch. [488, 833, 724, 845]
casualty-entry: Fortuna, Franz — Rosochatka, Konitz — in Gefgsch. [488, 686, 756, 699]
casualty-entry: Borkowski, Anastasius — Gerdinenwieses, Dirschau — vermißt. [930, 760, 1259, 772]
casualty-entry: Golla, Josef — Czynowa, Putzig — gefallen. [930, 1783, 1152, 1796]
casualty-entry: Kulker, Johann — Lamenstein, Dirschau — in Gefgsch. [930, 2046, 1210, 2059]
casualty-entry: Jakusch, Franz — Meisen, Dirschau — in Gefgsch. [488, 789, 747, 801]
casualty-entry: Wittbrodt, August — Großendorf, Putzig — leicht verwundet. [930, 1724, 1245, 1737]
casualty-entry: Schleuter, Kaspar — Cleve — in Gefgsch. [488, 380, 700, 392]
column-divider-2 [923, 203, 924, 2164]
casualty-entry: Krenkowitz, August — Linde, Neustadt — vermißt. [930, 745, 1192, 757]
casualty-entry: Kaus, Albert — Peest, Schlawe — leicht verwundet. [930, 1666, 1196, 1678]
casualty-entry: Radde, Karl — Wend.-Karstnitz i. Pomm. — in Gefgsch. [488, 920, 772, 933]
casualty-entry: Jung, Franz — Alt Lomnitz — bish. verw., † Feldlaz. 1 des II. A. K. [48, 870, 384, 883]
casualty-entry: Weißgerber, Matthias — Saarwellingen, Trier — gefallen. [930, 205, 1226, 217]
casualty-entry: Brille, August — Donnelau, Schl.-Sal. — gefallen. [488, 2104, 742, 2117]
casualty-entry: Glessinger, Xaver — Kestenholz, Schlettstadt — leicht verw. [930, 526, 1239, 538]
casualty-entry: Losson, Christoph — Gesslingen, Forbach — in Gefgsch. [488, 424, 779, 436]
casualty-entry: Uffz. Richard Drescher — Gara, Reuß — gefallen. [488, 1783, 744, 1796]
casualty-entry: Bossert, Karl — Gebweiler — vermißt. [930, 672, 1128, 685]
casualty-entry: Vogelbach, Alfred — Gebweiler — vermißt. [930, 964, 1152, 977]
casualty-entry: Robbe, August — Grunau, Marienburg — in Gefgsch. [488, 716, 762, 729]
casualty-entry: Greparek, Peter — Altendorf, Sterkrade — in Gefgsch. [488, 964, 769, 977]
company-heading: 3. Kompagnie. [223, 504, 298, 517]
casualty-entry: Gefr. Otto Prgenitzki — Gbingen, Neustadt — in Gefgsch. [48, 1755, 344, 1768]
company-heading: 11. Kompagnie. [220, 1133, 301, 1145]
header-rule [48, 196, 1377, 198]
casualty-entry: Sawa, Franz — Gr. Dzmiowitz — bisher verwundet, † an seinen Wunden Feldlaz. 1 des II. A. K. [48, 884, 471, 911]
casualty-entry: Zierer, Bernhard — Gr. Schönwalde, Graudenz — vermißt. [930, 730, 1231, 743]
casualty-entry: Gotkowski, Johann — Schatarpi, Berent — in Gefgsch. [488, 1169, 767, 1182]
casualty-entry: Schauer, Friedr. — Eichenrode — bisher schwer verwundet, † an einen Wunden Feldlaz. 1 des II. A. K. [48, 738, 458, 765]
casualty-entry: Rennwanz, Emil — Jungfernberg, Berent — in Gefgsch. [488, 511, 774, 524]
casualty-entry: Gröne, Aloysius — Dahlhausen, Hattingen — gefallen. [48, 1843, 327, 1856]
